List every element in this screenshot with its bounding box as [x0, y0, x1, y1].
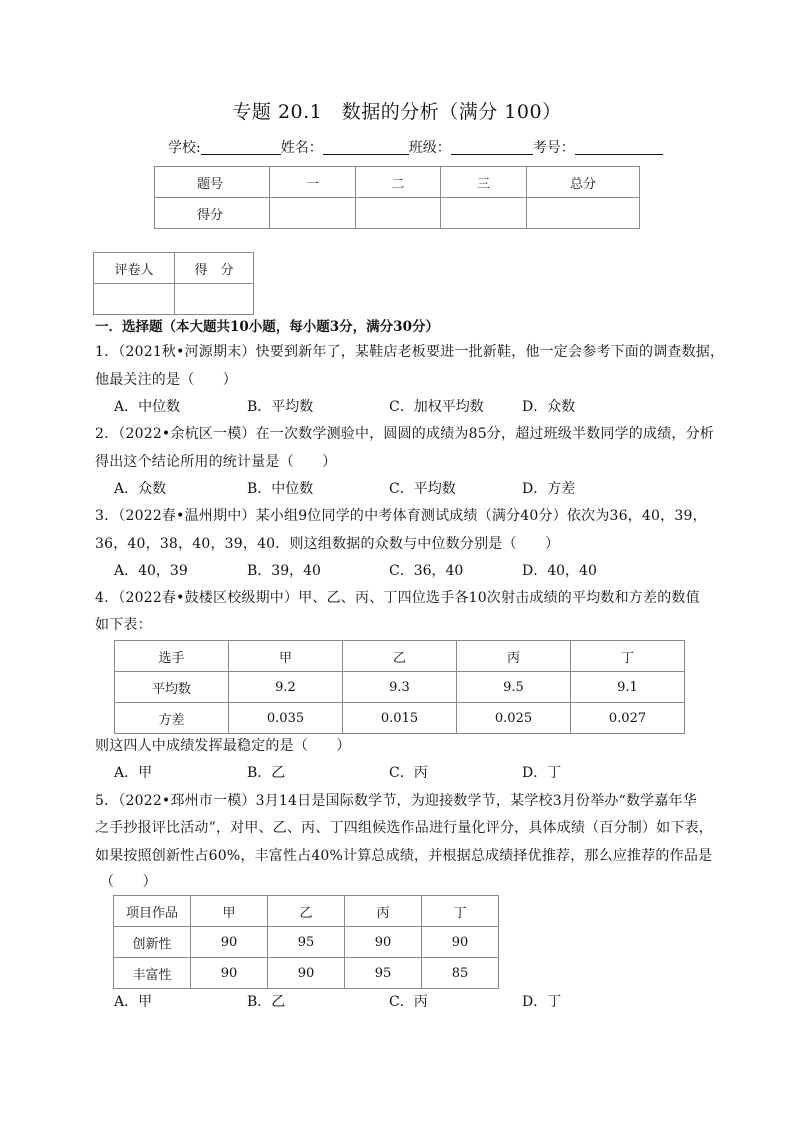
- q5-option-b[interactable]: B．乙: [247, 994, 286, 1010]
- q3-text-line: 36，40，38，40，39，40．则这组数据的众数与中位数分别是（ ）: [95, 536, 560, 552]
- grader-table: [93, 252, 254, 315]
- q5-table-cell: 90: [191, 927, 268, 958]
- q5-table-header-cell: 乙: [268, 896, 345, 927]
- score-cell[interactable]: [441, 198, 527, 229]
- q5-text-line: 之手抄报评比活动”，对甲、乙、丙、丁四组候选作品进行量化评分，具体成绩（百分制）如下表，: [95, 820, 713, 836]
- q5-table-header-cell: 甲: [191, 896, 268, 927]
- exam-no-label: 考号：: [532, 140, 575, 156]
- grader-header-cell: 得 分: [175, 253, 254, 284]
- q4-table-cell: 9.1: [571, 672, 685, 703]
- grader-cell[interactable]: [175, 284, 254, 315]
- q4-table-header-cell: 甲: [229, 641, 343, 672]
- q4-table-cell: 方差: [115, 703, 229, 734]
- section-title: 一．选择题（本大题共10小题，每小题3分，满分30分）: [95, 319, 439, 335]
- q4-option-b[interactable]: B．乙: [247, 765, 286, 781]
- q4-option-a[interactable]: A．甲: [114, 765, 153, 781]
- q4-table-header-cell: 乙: [343, 641, 457, 672]
- q2-option-c[interactable]: C．平均数: [389, 481, 456, 497]
- table-row: [114, 927, 499, 958]
- q5-table-cell: 90: [345, 927, 422, 958]
- q3-option-b[interactable]: B．39，40: [247, 563, 321, 579]
- q3-option-d[interactable]: D．40，40: [522, 563, 597, 579]
- q3-text-line: 3．（2022春•温州期中）某小组9位同学的中考体育测试成绩（满分40分）依次为36，40，39，: [95, 508, 707, 524]
- q4-table-cell: 9.3: [343, 672, 457, 703]
- table-row: [115, 672, 685, 703]
- q2-text-line: 得出这个结论所用的统计量是（ ）: [95, 454, 337, 470]
- q5-table-header-cell: 丙: [345, 896, 422, 927]
- score-table: [154, 166, 640, 229]
- q5-text-line: 如果按照创新性占60%，丰富性占40%计算总成绩，并根据总成绩择优推荐，那么应推荐的作品是: [95, 848, 713, 864]
- score-cell[interactable]: [527, 198, 640, 229]
- q1-text-line: 1．（2021秋•河源期末）快要到新年了，某鞋店老板要进一批新鞋，他一定会参考下面的调查数据，: [95, 344, 725, 360]
- q5-table-cell: 创新性: [114, 927, 191, 958]
- q4-table-cell: 9.2: [229, 672, 343, 703]
- q1-option-c[interactable]: C．加权平均数: [389, 399, 484, 415]
- q5-table-cell: 丰富性: [114, 958, 191, 989]
- q1-option-a[interactable]: A．中位数: [114, 399, 181, 415]
- class-label: 班级：: [408, 140, 451, 156]
- q4-table-cell: 0.035: [229, 703, 343, 734]
- q4-option-d[interactable]: D．丁: [522, 765, 562, 781]
- score-header-cell: 三: [441, 167, 527, 198]
- q4-table-cell: 0.027: [571, 703, 685, 734]
- name-label: 姓名：: [280, 140, 323, 156]
- q1-option-b[interactable]: B．平均数: [247, 399, 314, 415]
- q1-option-d[interactable]: D．众数: [522, 399, 576, 415]
- q5-table-cell: 90: [191, 958, 268, 989]
- q2-option-a[interactable]: A．众数: [114, 481, 167, 497]
- school-label: 学校:: [168, 140, 201, 156]
- q2-option-d[interactable]: D．方差: [522, 481, 576, 497]
- q4-table-cell: 0.015: [343, 703, 457, 734]
- grader-cell[interactable]: [94, 284, 175, 315]
- q4-table: [114, 640, 685, 734]
- class-field[interactable]: [451, 140, 533, 155]
- q4-table-cell: 平均数: [115, 672, 229, 703]
- q5-text-line: 5．（2022•邳州市一模）3月14日是国际数学节，为迎接数学节，某学校3月份举办“数学嘉年华: [95, 793, 697, 809]
- q1-text-line: 他最关注的是（ ）: [95, 372, 237, 388]
- q4-table-header-cell: 丁: [571, 641, 685, 672]
- q3-option-a[interactable]: A．40，39: [114, 563, 188, 579]
- q2-text-line: 2．（2022•余杭区一模）在一次数学测验中，圆圆的成绩为85分，超过班级半数同学的成绩，分析: [95, 426, 715, 442]
- q5-table-cell: 90: [422, 927, 499, 958]
- score-header-cell: 一: [270, 167, 356, 198]
- q5-option-d[interactable]: D．丁: [522, 994, 562, 1010]
- score-header-cell: 总分: [527, 167, 640, 198]
- q5-option-c[interactable]: C．丙: [389, 994, 428, 1010]
- q4-table-cell: 0.025: [457, 703, 571, 734]
- q4-table-cell: 9.5: [457, 672, 571, 703]
- q4-text-line: 如下表：: [95, 617, 152, 633]
- q4-table-header-cell: 丙: [457, 641, 571, 672]
- q5-table-header-cell: 丁: [422, 896, 499, 927]
- exam-no-field[interactable]: [575, 140, 663, 155]
- q2-option-b[interactable]: B．中位数: [247, 481, 314, 497]
- score-cell[interactable]: [356, 198, 441, 229]
- q5-table-cell: 90: [268, 958, 345, 989]
- q5-table-cell: 95: [268, 927, 345, 958]
- q5-text-line: （ ）: [100, 874, 157, 890]
- q5-table-cell: 85: [422, 958, 499, 989]
- table-row: [114, 958, 499, 989]
- q5-option-a[interactable]: A．甲: [114, 994, 153, 1010]
- grader-header-cell: 评卷人: [94, 253, 175, 284]
- q4-option-c[interactable]: C．丙: [389, 765, 428, 781]
- table-row: [115, 703, 685, 734]
- score-header-cell: 二: [356, 167, 441, 198]
- q5-table-cell: 95: [345, 958, 422, 989]
- student-info-line: [168, 137, 663, 157]
- school-field[interactable]: [201, 140, 281, 155]
- q4-question-line: 则这四人中成绩发挥最稳定的是（ ）: [95, 738, 351, 754]
- score-row-label: 得分: [155, 198, 270, 229]
- q5-table-header-cell: 项目作品: [114, 896, 191, 927]
- q4-table-header-cell: 选手: [115, 641, 229, 672]
- q5-table: [113, 895, 499, 989]
- score-cell[interactable]: [270, 198, 356, 229]
- name-field[interactable]: [323, 140, 409, 155]
- q3-option-c[interactable]: C．36，40: [389, 563, 464, 579]
- page-title: 专题 20.1 数据的分析（满分 100）: [232, 101, 562, 123]
- q4-text-line: 4．（2022春•鼓楼区校级期中）甲、乙、丙、丁四位选手各10次射击成绩的平均数和方差的数值: [95, 590, 700, 606]
- score-header-cell: 题号: [155, 167, 270, 198]
